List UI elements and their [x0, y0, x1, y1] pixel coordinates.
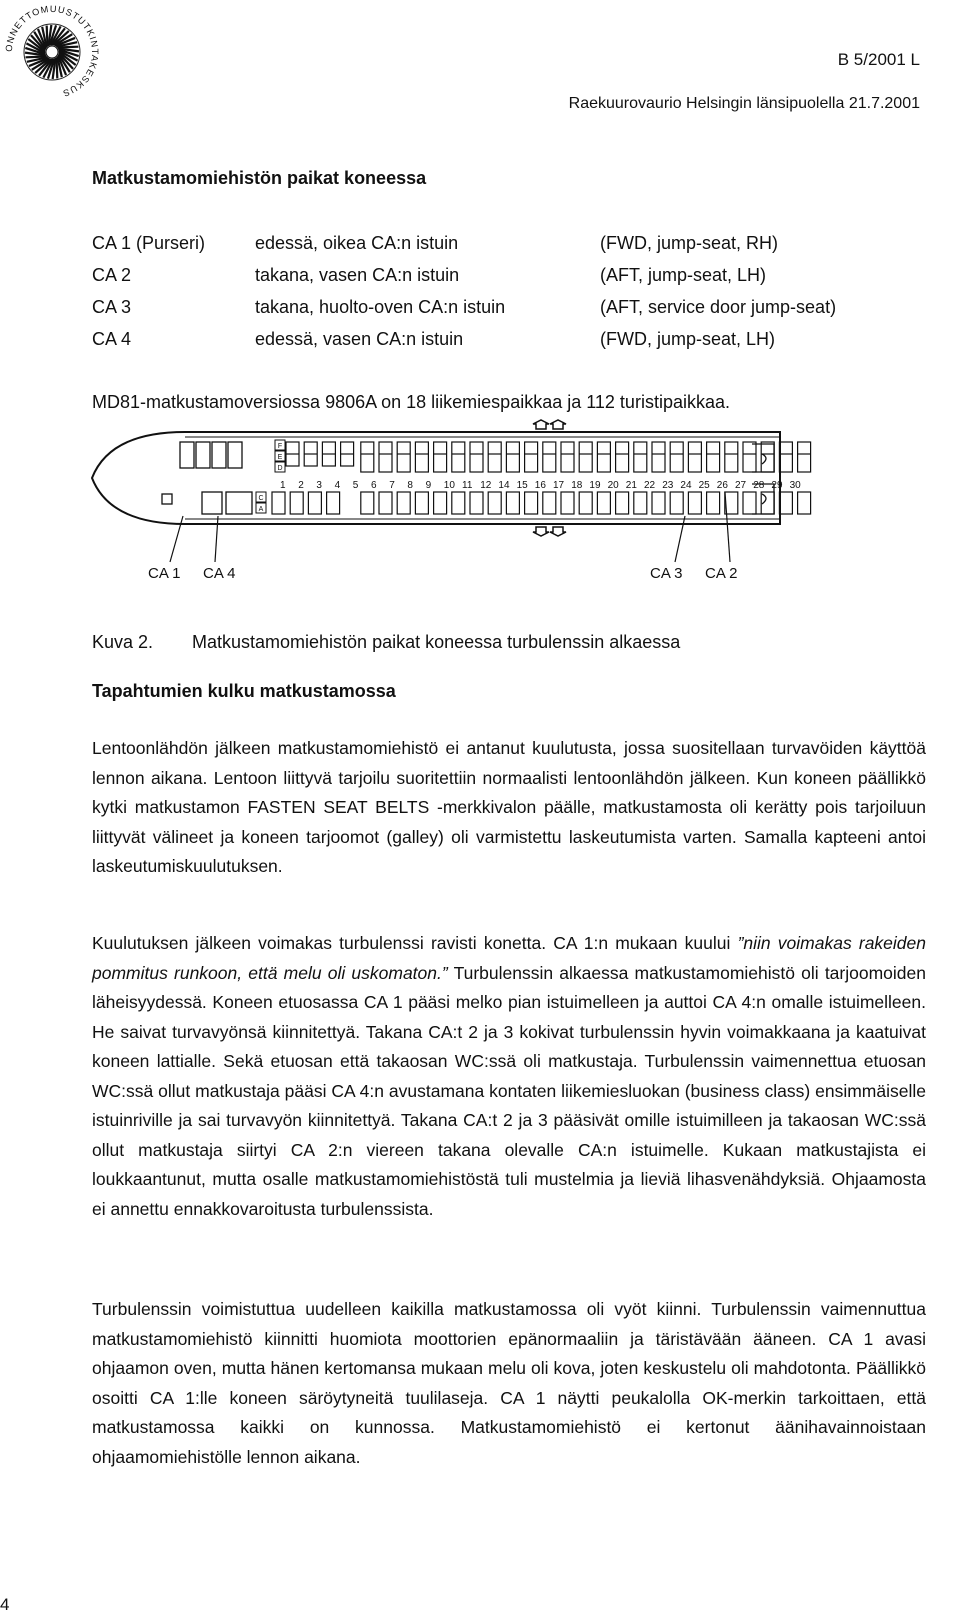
seat-block-top	[415, 442, 428, 472]
seat-block-bottom	[397, 492, 410, 514]
seat-block-bottom	[652, 492, 665, 514]
seat-block-bottom	[434, 492, 447, 514]
seat-block-bottom	[688, 492, 701, 514]
seat-block-bottom	[743, 492, 756, 514]
row-number: 8	[407, 480, 413, 491]
row-number: 4	[334, 480, 341, 491]
seat-block-top	[379, 442, 392, 472]
seat-block-top	[597, 442, 610, 472]
row-number: 24	[680, 480, 692, 491]
crew-position: takana, vasen CA:n istuin	[255, 264, 460, 285]
row-number: 10	[443, 480, 455, 491]
logo-ray	[57, 47, 78, 48]
report-title: Raekuurovaurio Helsingin länsipuolella 21.7.2001	[568, 95, 920, 112]
page-number: 4	[0, 1595, 10, 1614]
events-section-heading: Tapahtumien kulku matkustamossa	[92, 681, 396, 701]
seat-block-top	[470, 442, 483, 472]
figure-label: Kuva 2.	[92, 632, 154, 652]
crew-id: CA 1 (Purseri)	[92, 232, 206, 253]
figure-caption	[92, 632, 680, 653]
crew-id: CA 3	[92, 296, 132, 317]
crew-label-ca4: CA 4	[203, 565, 236, 582]
seat-block-top	[616, 442, 629, 472]
crew-row	[92, 259, 836, 291]
seat-block-bottom	[488, 492, 501, 514]
seat-block-bottom	[415, 492, 428, 514]
seat-block-bottom	[272, 492, 285, 514]
row-number: 21	[625, 480, 637, 491]
row-number: 1	[280, 480, 286, 491]
crew-seat: (FWD, jump-seat, RH)	[600, 232, 779, 253]
crew-id: CA 4	[92, 328, 132, 349]
row-number: 30	[789, 480, 801, 491]
seat-block-top	[688, 442, 701, 472]
row-number: 22	[644, 480, 656, 491]
row-number: 14	[498, 480, 510, 491]
seat-block-bottom	[543, 492, 556, 514]
seat-block-top	[506, 442, 519, 472]
seat-block-top	[725, 442, 738, 472]
seat-block-top	[561, 442, 574, 472]
seat-block-bottom	[561, 492, 574, 514]
crew-seat: (FWD, jump-seat, LH)	[600, 328, 776, 349]
fuselage-outline	[92, 432, 780, 524]
seat-block-bottom	[779, 492, 792, 514]
seat-block-bottom	[798, 492, 811, 514]
otk-logo	[2, 2, 102, 102]
row-number: 3	[316, 480, 322, 491]
row-number: 2	[298, 480, 304, 491]
seat-block-bottom	[361, 492, 374, 514]
row-number: 29	[771, 480, 783, 491]
seat-block-bottom	[290, 492, 303, 514]
crew-section-heading: Matkustamomiehistön paikat koneessa	[92, 168, 427, 188]
row-number: 20	[607, 480, 619, 491]
crew-row	[92, 291, 836, 323]
logo-ray	[56, 57, 57, 78]
figure-caption-text: Matkustamomiehistön paikat koneessa turbulenssin alkaessa	[192, 632, 681, 652]
seat-block-top	[634, 442, 647, 472]
seat-block-top	[488, 442, 501, 472]
row-number: 17	[553, 480, 565, 491]
seat-block-top	[397, 442, 410, 472]
door-arrow-bottom	[533, 527, 566, 536]
seat-block-bottom	[525, 492, 538, 514]
paragraph-2-quote: ”niin voimakas rakeiden pommitus runkoon, että melu oli uskomaton.”	[92, 933, 926, 983]
cabin-config-text: MD81-matkustamoversiossa 9806A on 18 liikemiespaikkaa ja 112 turistipaikkaa.	[92, 392, 730, 412]
logo-ray	[47, 26, 48, 47]
seat-block-top	[525, 442, 538, 472]
crew-row	[92, 323, 836, 355]
crew-position: edessä, oikea CA:n istuin	[255, 232, 459, 253]
row-number: 23	[662, 480, 674, 491]
paragraph-1: Lentoonlähdön jälkeen matkustamomiehistö ei antanut kuulutusta, jossa suositellaan turvavöiden käyttöä lennon aikana. Lentoon liittyvä tarjoilu suoritettiin normaalisti lentoonlähdön jälkeen. Kun koneen päällikkö kytki matkustamon FASTEN SEAT BELTS -merkkivalon päälle, matkustamosta oli kerätty pois tarjoiluun liittyvät välineet ja koneen tarjoomot (galley) oli varmistettu laskeutumista varten. Samalla kapteeni antoi laskeutumiskuulutuksen.	[92, 738, 926, 876]
seat-block-top	[707, 442, 720, 472]
seat-block-bottom	[327, 492, 340, 514]
row-number: 12	[480, 480, 492, 491]
seat-block-bottom	[670, 492, 683, 514]
row-number: 27	[735, 480, 747, 491]
row-number: 6	[371, 480, 377, 491]
seat-letter-a: A	[258, 506, 264, 513]
crew-label-ca1: CA 1	[148, 565, 181, 582]
seat-block-bottom	[579, 492, 592, 514]
row-number: 28	[753, 480, 765, 491]
seat-letter-e: E	[277, 454, 283, 461]
crew-seat: (AFT, jump-seat, LH)	[600, 264, 767, 285]
seat-block-top	[798, 442, 811, 472]
row-number: 25	[698, 480, 710, 491]
row-number: 9	[425, 480, 432, 491]
seat-block-bottom	[379, 492, 392, 514]
crew-row	[92, 227, 836, 259]
seat-block-top	[452, 442, 465, 472]
seat-block-bottom	[308, 492, 321, 514]
seat-block-top	[761, 442, 774, 472]
row-number: 16	[534, 480, 546, 491]
crew-position: edessä, vasen CA:n istuin	[255, 328, 464, 349]
crew-id: CA 2	[92, 264, 132, 285]
front-galley	[162, 442, 252, 514]
logo-text: ONNETTOMUUSTUTKINTAKESKUS	[3, 3, 101, 99]
paragraph-3: Turbulenssin voimistuttua uudelleen kaikilla matkustamossa oli vyöt kiinni. Turbulenssin vaimennuttua matkustamomiehistö kiinnitti huomiota moottorien epänormaaliin ja täristävään ääneen. CA 1 avasi ohjaamon oven, mutta hänen kertomansa mukaan melu oli kova, joten keskustelu oli mahdotonta. Päällikkö osoitti CA 1:lle koneen säröytyneitä tuulilaseja. CA 1 näytti peukalolla OK-merkin tarkoittaen, että matkustamossa kaikki on kunnossa. Matkustamomiehistö ei kertonut äänihavainnoistaan ohjaamomiehistölle lennon aikana.	[92, 1299, 926, 1467]
crew-position: takana, huolto-oven CA:n istuin	[255, 296, 506, 317]
seat-block-top	[670, 442, 683, 472]
logo-ray	[26, 56, 47, 57]
seat-letter-f: F	[277, 443, 283, 450]
seat-letter-c: C	[258, 495, 264, 502]
crew-label-ca3: CA 3	[650, 565, 683, 582]
row-number: 18	[571, 480, 583, 491]
seat-block-bottom	[707, 492, 720, 514]
row-number: 11	[462, 480, 473, 491]
cabin-seating-diagram	[90, 420, 801, 595]
seat-block-bottom	[597, 492, 610, 514]
row-number: 26	[716, 480, 728, 491]
seat-block-bottom	[616, 492, 629, 514]
paragraph-2-start: Kuulutuksen jälkeen voimakas turbulenssi ravisti konetta. CA 1:n mukaan kuului	[92, 933, 738, 953]
row-number: 5	[352, 480, 359, 491]
seat-letter-d: D	[277, 465, 283, 472]
seat-block-top	[434, 442, 447, 472]
seat-block-top	[652, 442, 665, 472]
row-number: 15	[516, 480, 528, 491]
paragraph-2-rest: Turbulenssin alkaessa matkustamomiehistö oli tarjoomoiden läheisyydessä. Koneen etuosassa CA 1 pääsi melko pian istuimelleen ja auttoi CA 4:n omalle istuimelleen. He saivat turvavyönsä kiinnitettyä. Takana CA:t 2 ja 3 kokivat turbulenssin hyvin voimakkaana ja kaatuivat koneen lattialle. Sekä etuosan että takaosan WC:ssä oli matkustaja. Turbulenssin vaimennettua etuosan WC:ssä ollut matkustaja pääsi CA 4:n avustamana kontaten liikemiesluokan (business class) ensimmäiselle istuinriville ja sai turvavyön kiinnitettyä. Takana CA:t 2 ja 3 pääsivät omille istuimilleen ja takaosan WC:ssä ollut matkustaja siirtyi CA 2:n viereen takana olevalle CA:n istuimelle. Kukaan matkustajista ei loukkaantunut, mutta osalle matkustamomiehistöstä tuli mustelmia ja lieviä lihasvenähdyksiä. Ohjaamosta ei annettu ennakkovaroitusta turbulenssista.	[92, 962, 926, 1219]
row-number: 19	[589, 480, 601, 491]
seat-block-bottom	[452, 492, 465, 514]
crew-table	[92, 227, 836, 355]
seat-block-top	[779, 442, 792, 472]
seat-block-bottom	[470, 492, 483, 514]
seat-block-top	[361, 442, 374, 472]
seat-block-bottom	[506, 492, 519, 514]
seat-block-bottom	[634, 492, 647, 514]
paragraph-2	[92, 929, 926, 1224]
seat-block-top	[743, 442, 756, 472]
row-number: 7	[389, 480, 395, 491]
seat-block-top	[543, 442, 556, 472]
crew-seat: (AFT, service door jump-seat)	[600, 296, 837, 317]
report-code: B 5/2001 L	[837, 50, 920, 69]
crew-label-ca2: CA 2	[705, 565, 738, 582]
door-arrow-top	[533, 420, 566, 429]
seat-block-top	[579, 442, 592, 472]
